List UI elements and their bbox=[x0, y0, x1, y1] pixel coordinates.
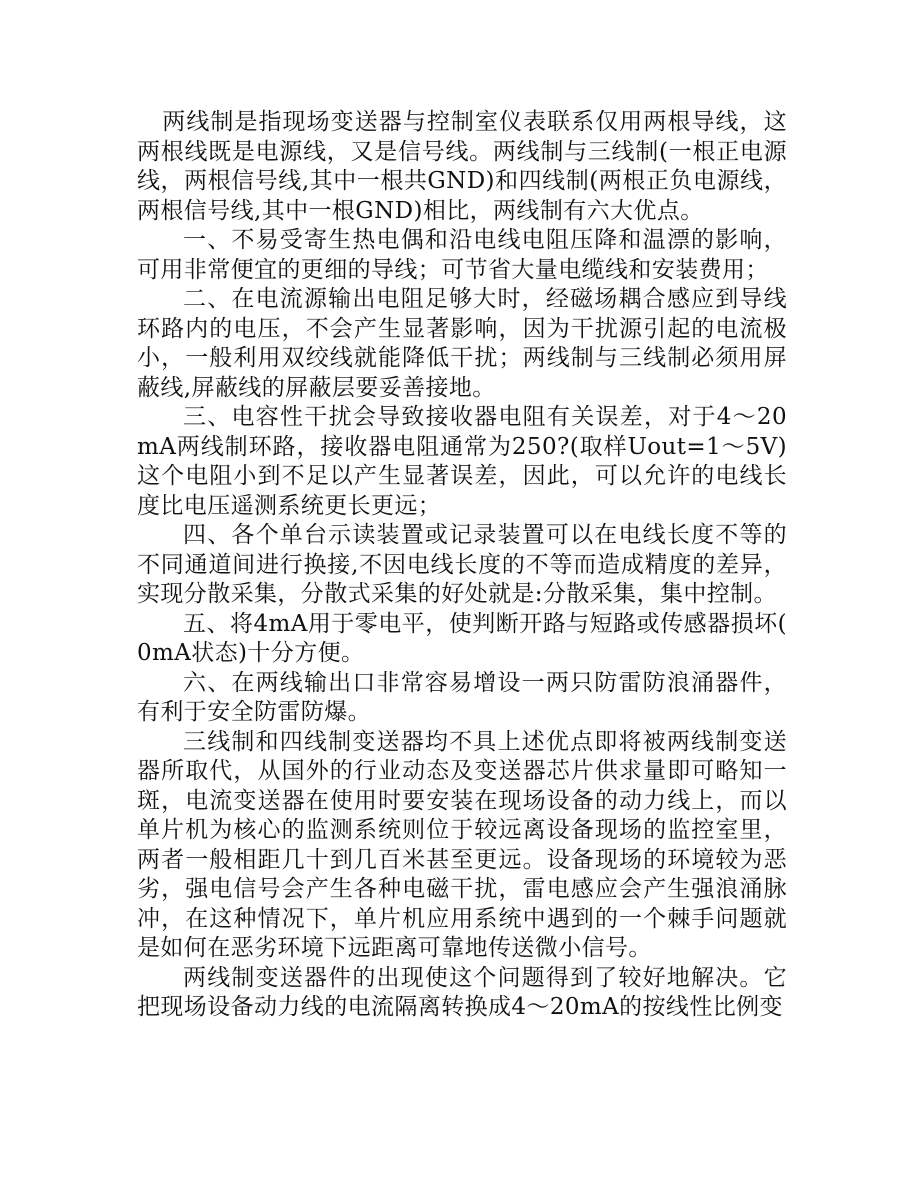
paragraph-advantage-3: 三、电容性干扰会导致接收器电阻有关误差，对于4～20mA两线制环路，接收器电阻通常为250?(取样Uout=1～5V)这个电阻小到不足以产生显著误差，因此，可以允许的电线长度比电压遥测系统更长更远； bbox=[137, 404, 787, 519]
paragraph-advantage-5: 五、将4mA用于零电平，使判断开路与短路或传感器损坏(0mA状态)十分方便。 bbox=[137, 610, 787, 666]
paragraph-advantage-6: 六、在两线输出口非常容易增设一两只防雷防浪涌器件，有利于安全防雷防爆。 bbox=[137, 669, 787, 725]
paragraph-advantage-4: 四、各个单台示读装置或记录装置可以在电线长度不等的不同通道间进行换接,不因电线长度的不等而造成精度的差异，实现分散采集，分散式采集的好处就是:分散采集，集中控制。 bbox=[137, 522, 787, 607]
paragraph-advantage-1: 一、不易受寄生热电偶和沿电线电阻压降和温漂的影响，可用非常便宜的更细的导线；可节省大量电缆线和安装费用； bbox=[137, 227, 787, 283]
paragraph-comparison: 三线制和四线制变送器均不具上述优点即将被两线制变送器所取代，从国外的行业动态及变送器芯片供求量即可略知一斑，电流变送器在使用时要安装在现场设备的动力线上，而以单片机为核心的监测系统则位于较远离设备现场的监控室里，两者一般相距几十到几百米甚至更远。设备现场的环境较为恶劣，强电信号会产生各种电磁干扰，雷电感应会产生强浪涌脉冲，在这种情况下，单片机应用系统中遇到的一个棘手问题就是如何在恶劣环境下远距离可靠地传送微小信号。 bbox=[137, 728, 787, 961]
paragraph-intro: 两线制是指现场变送器与控制室仪表联系仅用两根导线，这两根线既是电源线，又是信号线。两线制与三线制(一根正电源线，两根信号线,其中一根共GND)和四线制(两根正负电源线，两根信号线,其中一根GND)相比，两线制有六大优点。 bbox=[137, 109, 787, 224]
paragraph-conclusion: 两线制变送器件的出现使这个问题得到了较好地解决。它把现场设备动力线的电流隔离转换成4～20mA的按线性比例变 bbox=[137, 964, 787, 1020]
document-body bbox=[137, 108, 787, 1023]
paragraph-advantage-2: 二、在电流源输出电阻足够大时，经磁场耦合感应到导线环路内的电压，不会产生显著影响，因为干扰源引起的电流极小，一般利用双绞线就能降低干扰；两线制与三线制必须用屏蔽线,屏蔽线的屏蔽层要妥善接地。 bbox=[137, 286, 787, 401]
